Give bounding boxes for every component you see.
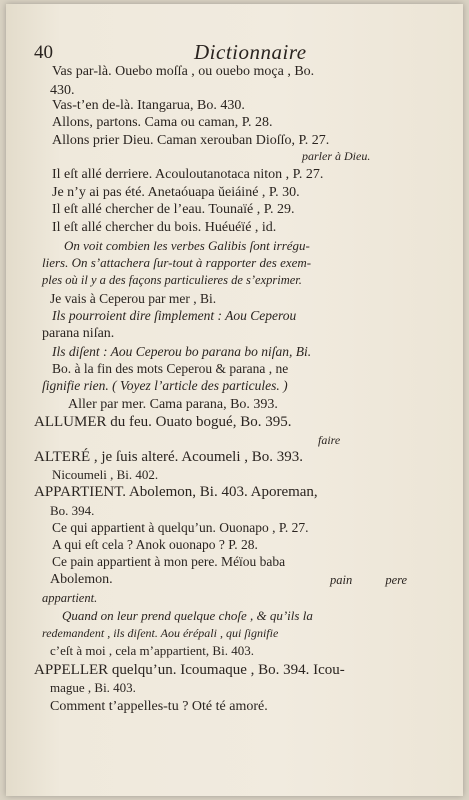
entry-line: Ce qui appartient à quelqu’un. Ouonapo , P. 27. — [52, 520, 309, 535]
entry-line: Vas par-là. Ouebo moſſa , ou ouebo moça , Bo. — [52, 64, 315, 79]
page-number: 40 — [34, 42, 53, 63]
gloss-line: parler à Dieu. — [302, 149, 371, 163]
entry-line: c’eſt à moi , cela m’appartient, Bi. 403. — [50, 643, 254, 658]
commentary-line: Ils diſent : Aou Ceperou bo parana bo niſan, Bi. — [52, 344, 312, 359]
commentary-line: ples où il y a des façons particulieres de s’exprimer. — [42, 273, 302, 287]
running-head: Dictionnaire — [194, 40, 307, 64]
entry-line: mague , Bi. 403. — [50, 680, 136, 695]
entry-line: Abolemon. — [50, 572, 113, 587]
commentary-line: Quand on leur prend quelque choſe , & qu’ils la — [62, 608, 313, 623]
entry-line: A qui eſt cela ? Anok ouonapo ? P. 28. — [52, 537, 258, 552]
page-header — [34, 42, 444, 66]
entry-line: Nicoumeli , Bi. 402. — [52, 467, 159, 482]
entry-line: Je vais à Ceperou par mer , Bi. — [50, 291, 217, 306]
entry-line: Il eſt allé chercher de l’eau. Tounaïé , P. 29. — [52, 202, 295, 217]
commentary-line: liers. On s’attachera ſur-tout à rapporter des exem- — [42, 255, 312, 270]
book-page — [6, 4, 463, 796]
entry-line: Il eſt allé chercher du bois. Huéuéïé , id. — [52, 220, 277, 235]
entry-line: Vas-t’en de-là. Itangarua, Bo. 430. — [52, 98, 245, 113]
entry-line: Comment t’appelles-tu ? Oté té amoré. — [50, 699, 268, 714]
gloss-line: appartient. — [42, 591, 98, 605]
gloss-line: pain pere — [330, 573, 408, 587]
entry-line: Je n’y ai pas été. Anetaóuapa ŭeiáiné , P. 30. — [52, 185, 300, 200]
entry-line: Ce pain appartient à mon pere. Méïou baba — [52, 554, 286, 569]
headword-entry: ALLUMER du feu. Ouato bogué, Bo. 395. — [34, 414, 292, 430]
entry-line: Allons prier Dieu. Caman xerouban Dioſſo, P. 27. — [52, 133, 330, 148]
commentary-line: redemandent , ils diſent. Aou érépali , qui ſignifie — [42, 626, 279, 640]
entry-line: parana niſan. — [42, 326, 115, 341]
headword-entry: ALTERÉ , je ſuis alteré. Acoumeli , Bo. 393. — [34, 449, 303, 465]
headword-entry: APPARTIENT. Abolemon, Bi. 403. Aporeman, — [34, 484, 318, 500]
entry-line: Aller par mer. Cama parana, Bo. 393. — [68, 397, 278, 412]
entry-line: Il eſt allé derriere. Acouloutanotaca niton , P. 27. — [52, 167, 324, 182]
commentary-line: Ils pourroient dire ſimplement : Aou Ceperou — [52, 308, 297, 323]
commentary-line: ſignifie rien. ( Voyez l’article des particules. ) — [42, 378, 288, 393]
commentary-line: Bo. à la fin des mots Ceperou & parana , ne — [52, 361, 289, 376]
entry-line: Allons, partons. Cama ou caman, P. 28. — [52, 115, 273, 130]
commentary-line: On voit combien les verbes Galibis ſont irrégu- — [64, 238, 310, 253]
gloss-line: faire — [318, 433, 341, 447]
entry-line: 430. — [50, 83, 75, 98]
headword-entry: APPELLER quelqu’un. Icoumaque , Bo. 394. Icou- — [34, 662, 345, 678]
entry-line: Bo. 394. — [50, 503, 95, 518]
